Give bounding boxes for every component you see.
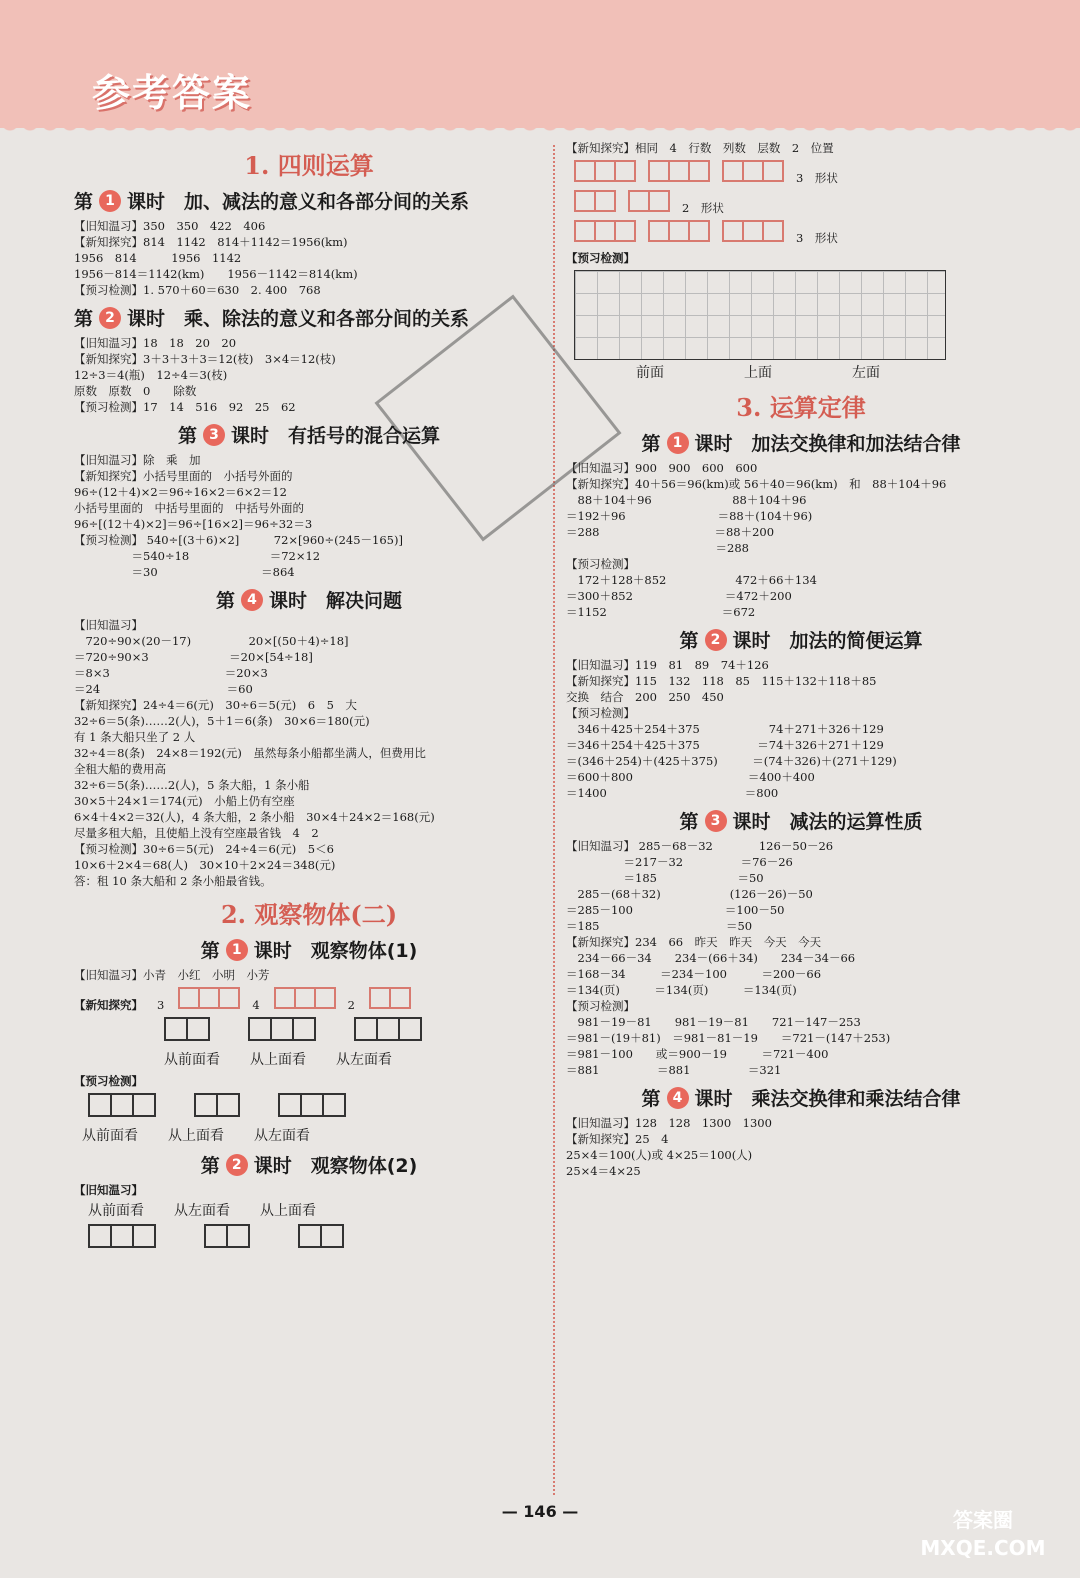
lesson-heading: 第 2 课时 加法的简便运算 <box>566 626 1036 653</box>
view-caption: 从前面看 <box>164 1052 220 1068</box>
grid-captions <box>636 362 1036 382</box>
lesson-heading: 第 1 课时 加、减法的意义和各部分间的关系 <box>74 187 544 214</box>
answer-number: 4 <box>252 998 260 1012</box>
square-figure <box>204 1224 248 1252</box>
lesson-number: 2 <box>226 1154 248 1176</box>
right-column <box>566 140 1036 1179</box>
square-figure <box>648 220 708 246</box>
shape-row <box>574 220 1036 246</box>
lesson-heading: 第 4 课时 解决问题 <box>74 586 544 613</box>
answer-block <box>566 460 1036 620</box>
tag-label: 【新知探究】 <box>74 998 143 1012</box>
answer-line: ＝30 ＝864 <box>74 565 295 579</box>
view-figures <box>88 1093 544 1121</box>
view-caption: 从前面看 <box>82 1128 138 1144</box>
answer-line: 32÷6＝5(条)……2(人)，5 条大船，1 条小船 <box>74 778 310 792</box>
answer-line: 【新知探究】40＋56＝96(km)或 56＋40＝96(km) 和 88＋104＋96 <box>566 477 947 491</box>
lesson-number: 1 <box>667 432 689 454</box>
answer-grid <box>574 270 946 360</box>
answer-line: 【新知探究】相同 4 行数 列数 层数 2 位置 <box>566 141 834 155</box>
view-caption: 上面 <box>744 365 772 381</box>
lesson-heading: 第 3 课时 减法的运算性质 <box>566 807 1036 834</box>
square-figure <box>164 1017 208 1045</box>
lesson-number: 4 <box>667 1087 689 1109</box>
answer-number: 3 <box>157 998 165 1012</box>
square-figure <box>298 1224 342 1252</box>
square-figure <box>574 160 634 186</box>
answer-line: ＝168－34 ＝234－100 ＝200－66 <box>566 967 822 981</box>
answer-line: 【旧知温习】119 81 89 74＋126 <box>566 658 769 672</box>
lesson-number: 2 <box>705 629 727 651</box>
square-figure <box>178 987 238 1013</box>
lesson-number: 3 <box>705 810 727 832</box>
view-figures <box>88 1224 544 1252</box>
lesson-heading: 第 1 课时 观察物体(1) <box>74 936 544 963</box>
answer-line: ＝285－100 ＝100－50 <box>566 903 785 917</box>
answer-line: 【预习检测】 <box>566 999 635 1013</box>
answer-line: ＝(346＋254)＋(425＋375) ＝(74＋326)＋(271＋129) <box>566 754 897 768</box>
view-caption: 从上面看 <box>168 1128 224 1144</box>
answer-line: ＝981－(19＋81) ＝981－81－19 ＝721－(147＋253) <box>566 1031 891 1045</box>
view-caption: 从左面看 <box>336 1052 392 1068</box>
lesson-heading: 第 2 课时 观察物体(2) <box>74 1151 544 1178</box>
answer-line: ＝600＋800 ＝400＋400 <box>566 770 815 784</box>
lesson-title: 课时 观察物体(2) <box>253 1155 418 1177</box>
shape-answers <box>74 987 544 1013</box>
header-banner <box>0 0 1080 128</box>
answer-block <box>74 452 544 580</box>
answer-line: 【预习检测】 540÷[(3＋6)×2] 72×[960÷(245－165)] <box>74 533 403 547</box>
square-figure <box>274 987 334 1013</box>
answer-line: ＝192＋96 ＝88＋(104＋96) <box>566 509 813 523</box>
answer-line: 【旧知温习】900 900 600 600 <box>566 461 758 475</box>
answer-block <box>74 617 544 889</box>
answer-line: 346＋425＋254＋375 74＋271＋326＋129 <box>566 722 884 736</box>
tag-label: 【预习检测】 <box>566 251 635 265</box>
lesson-heading: 第 2 课时 乘、除法的意义和各部分间的关系 <box>74 304 544 331</box>
square-figure <box>574 220 634 246</box>
answer-line: ＝981－100 或＝900－19 ＝721－400 <box>566 1047 829 1061</box>
answer-line: 【预习检测】 <box>566 557 635 571</box>
answer-line: 原数 原数 0 除数 <box>74 384 197 398</box>
watermark-logo <box>898 1506 1068 1566</box>
square-figure <box>722 220 782 246</box>
answer-number: 2 <box>347 998 355 1012</box>
answer-line: 【新知探究】3＋3＋3＋3＝12(枝) 3×4＝12(枝) <box>74 352 336 366</box>
answer-block <box>566 1115 1036 1179</box>
lesson-title: 课时 解决问题 <box>269 590 403 612</box>
answer-line: 25×4＝4×25 <box>566 1164 641 1178</box>
answer-line: 10×6＋2×4＝68(人) 30×10＋2×24＝348(元) <box>74 858 336 872</box>
answer-line: 720÷90×(20－17) 20×[(50＋4)÷18] <box>74 634 349 648</box>
answer-line: 96÷[(12＋4)×2]＝96÷[16×2]＝96÷32＝3 <box>74 517 313 531</box>
answer-line: 小括号里面的 中括号里面的 中括号外面的 <box>74 501 304 515</box>
answer-line: 96÷(12＋4)×2＝96÷16×2＝6×2＝12 <box>74 485 287 499</box>
view-caption: 从上面看 <box>250 1052 306 1068</box>
page-number-value: 146 <box>523 1502 557 1521</box>
answer-line: 981－19－81 981－19－81 721－147－253 <box>566 1015 861 1029</box>
answer-line: 88＋104＋96 88＋104＋96 <box>566 493 807 507</box>
lesson-heading: 第 1 课时 加法交换律和加法结合律 <box>566 429 1036 456</box>
square-figure <box>628 190 668 216</box>
answer-line: 【预习检测】17 14 516 92 25 62 <box>74 400 296 414</box>
shape-row <box>574 160 1036 186</box>
answer-line: 【新知探究】25 4 <box>566 1132 669 1146</box>
lesson-title: 课时 减法的运算性质 <box>732 811 923 833</box>
answer-line: ＝1152 ＝672 <box>566 605 756 619</box>
shape-row <box>574 190 1036 216</box>
answer-line: 【旧知温习】18 18 20 20 <box>74 336 237 350</box>
answer-line: 交换 结合 200 250 450 <box>566 690 724 704</box>
answer-line: ＝346＋254＋425＋375 ＝74＋326＋271＋129 <box>566 738 884 752</box>
answer-line: 全租大船的费用高 <box>74 762 166 776</box>
shape-label: 2 形状 <box>682 201 724 215</box>
answer-block <box>566 657 1036 801</box>
view-caption: 从上面看 <box>260 1203 316 1219</box>
page-title: 参考答案 <box>92 71 253 115</box>
answer-line: 【预习检测】1. 570＋60＝630 2. 400 768 <box>74 283 321 297</box>
left-column <box>74 140 544 1256</box>
answer-block <box>74 218 544 298</box>
answer-line: 32÷6＝5(条)……2(人)，5＋1＝6(条) 30×6＝180(元) <box>74 714 370 728</box>
page-number: — 146 — <box>501 1502 579 1521</box>
section-heading: 1. 四则运算 <box>244 151 374 180</box>
square-figure <box>248 1017 314 1045</box>
watermark-text: 答案圈 <box>953 1508 1013 1532</box>
answer-line: 【旧知温习】 285－68－32 126－50－26 <box>566 839 834 853</box>
answer-line: 【新知探究】814 1142 814＋1142＝1956(km) <box>74 235 348 249</box>
answer-line: ＝24 ＝60 <box>74 682 253 696</box>
tag-label: 【旧知温习】 <box>74 1183 143 1197</box>
answer-line: 12÷3＝4(瓶) 12÷4＝3(枝) <box>74 368 228 382</box>
view-caption: 左面 <box>852 365 880 381</box>
answer-line: 32÷4＝8(条) 24×8＝192(元) 虽然每条小船都坐满人，但费用比 <box>74 746 426 760</box>
answer-line: 25×4＝100(人)或 4×25＝100(人) <box>566 1148 753 1162</box>
square-figure <box>194 1093 238 1121</box>
answer-line: 【旧知温习】350 350 422 406 <box>74 219 266 233</box>
answer-line: ＝185 ＝50 <box>566 871 764 885</box>
answer-line: ＝300＋852 ＝472＋200 <box>566 589 792 603</box>
answer-line: 答：租 10 条大船和 2 条小船最省钱。 <box>74 874 272 888</box>
answer-line: 【新知探究】小括号里面的 小括号外面的 <box>74 469 293 483</box>
square-figure <box>574 190 614 216</box>
answer-line: 6×4＋4×2＝32(人)，4 条大船，2 条小船 30×4＋24×2＝168(元) <box>74 810 435 824</box>
answer-line: ＝217－32 ＝76－26 <box>566 855 793 869</box>
answer-line: ＝720÷90×3 ＝20×[54÷18] <box>74 650 313 664</box>
lesson-heading: 第 4 课时 乘法交换律和乘法结合律 <box>566 1084 1036 1111</box>
square-figure <box>278 1093 344 1121</box>
view-captions <box>82 1125 544 1145</box>
lesson-number: 1 <box>226 939 248 961</box>
answer-line: ＝1400 ＝800 <box>566 786 779 800</box>
answer-line: ＝540÷18 ＝72×12 <box>74 549 321 563</box>
view-caption: 前面 <box>636 365 664 381</box>
square-figure <box>369 987 409 1013</box>
lesson-title: 课时 观察物体(1) <box>253 940 418 962</box>
answer-line: 【预习检测】30÷6＝5(元) 24÷4＝6(元) 5＜6 <box>74 842 334 856</box>
lesson-number: 4 <box>241 589 263 611</box>
view-caption: 从前面看 <box>88 1203 144 1219</box>
view-figures <box>164 1017 544 1045</box>
answer-line: 30×5＋24×1＝174(元) 小船上仍有空座 <box>74 794 295 808</box>
lesson-title: 课时 乘法交换律和乘法结合律 <box>694 1088 961 1110</box>
answer-line: 1956－814＝1142(km) 1956－1142＝814(km) <box>74 267 358 281</box>
banner-edge <box>0 122 1080 136</box>
answer-line: 【旧知温习】 <box>74 618 143 632</box>
lesson-title: 课时 加法交换律和加法结合律 <box>694 433 961 455</box>
answer-line: 【新知探究】234 66 昨天 昨天 今天 今天 <box>566 935 822 949</box>
view-caption: 从左面看 <box>174 1203 230 1219</box>
answer-line: ＝185 ＝50 <box>566 919 753 933</box>
lesson-title: 课时 乘、除法的意义和各部分间的关系 <box>127 308 470 330</box>
answer-line: 1956 814 1956 1142 <box>74 251 242 265</box>
watermark-url: MXQE.COM <box>920 1536 1046 1560</box>
view-caption: 从左面看 <box>254 1128 310 1144</box>
section-heading: 2. 观察物体(二) <box>220 900 398 929</box>
answer-line: ＝881 ＝881 ＝321 <box>566 1063 782 1077</box>
answer-line: ＝134(页) ＝134(页) ＝134(页) <box>566 983 797 997</box>
answer-block <box>74 335 544 415</box>
answer-line: 有 1 条大船只坐了 2 人 <box>74 730 196 744</box>
lesson-title: 课时 有括号的混合运算 <box>231 425 441 447</box>
answer-line: 【新知探究】115 132 118 85 115＋132＋118＋85 <box>566 674 877 688</box>
lesson-number: 2 <box>99 307 121 329</box>
shape-label: 3 形状 <box>796 171 838 185</box>
answer-line: ＝288 <box>566 541 749 555</box>
lesson-title: 课时 加法的简便运算 <box>732 630 923 652</box>
answer-line: ＝8×3 ＝20×3 <box>74 666 268 680</box>
answer-line: 【新知探究】24÷4＝6(元) 30÷6＝5(元) 6 5 大 <box>74 698 357 712</box>
section-heading: 3. 运算定律 <box>736 393 866 422</box>
lesson-title: 课时 加、减法的意义和各部分间的关系 <box>127 191 470 213</box>
lesson-number: 3 <box>203 424 225 446</box>
lesson-number: 1 <box>99 190 121 212</box>
answer-line: 【旧知温习】小青 小红 小明 小芳 <box>74 968 270 982</box>
square-figure <box>88 1093 154 1121</box>
answer-line: 尽量多租大船，且使船上没有空座最省钱 4 2 <box>74 826 319 840</box>
answer-line: 234－66－34 234－(66＋34) 234－34－66 <box>566 951 856 965</box>
answer-line: 285－(68＋32) (126－26)－50 <box>566 887 813 901</box>
shape-label: 3 形状 <box>796 231 838 245</box>
answer-line: 【旧知温习】128 128 1300 1300 <box>566 1116 772 1130</box>
square-figure <box>648 160 708 186</box>
view-captions <box>164 1049 544 1069</box>
square-figure <box>88 1224 154 1252</box>
answer-line: 【预习检测】 <box>566 706 635 720</box>
answer-line: 【旧知温习】除 乘 加 <box>74 453 201 467</box>
square-figure <box>354 1017 420 1045</box>
answer-block <box>566 838 1036 1078</box>
square-figure <box>722 160 782 186</box>
tag-label: 【预习检测】 <box>74 1074 143 1088</box>
lesson-heading: 第 3 课时 有括号的混合运算 <box>74 421 544 448</box>
view-captions <box>88 1200 544 1220</box>
answer-line: ＝288 ＝88＋200 <box>566 525 775 539</box>
answer-line: 172＋128＋852 472＋66＋134 <box>566 573 817 587</box>
